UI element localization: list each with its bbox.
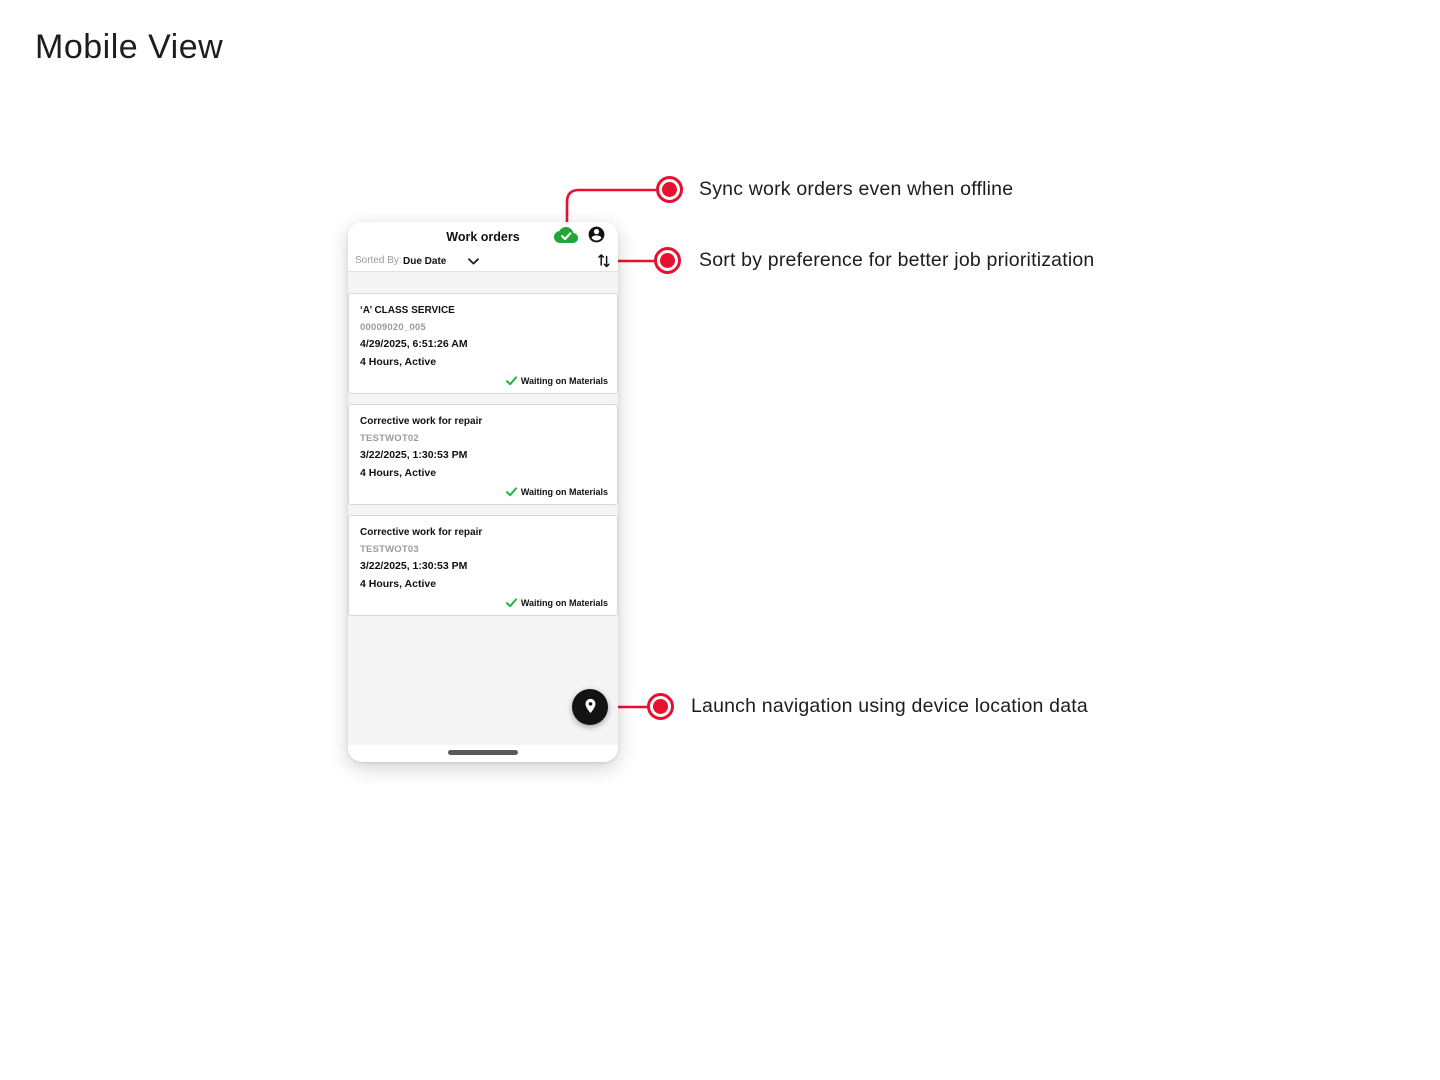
- work-order-duration: 4 Hours, Active: [360, 578, 437, 590]
- phone-bottom-bar: [348, 745, 618, 762]
- work-order-datetime: 4/29/2025, 6:51:26 AM: [360, 338, 468, 350]
- work-order-card[interactable]: [348, 293, 618, 394]
- work-order-title: Corrective work for repair: [360, 416, 483, 427]
- work-order-id: TESTWOT03: [360, 544, 419, 555]
- annotation-label-sync: Sync work orders even when offline: [699, 178, 1014, 200]
- location-pin-icon: [582, 697, 599, 718]
- status-badge: [506, 487, 608, 497]
- marker-dot: [662, 182, 677, 197]
- chevron-down-icon: [468, 258, 479, 265]
- work-order-title: ‘A’ CLASS SERVICE: [360, 305, 455, 316]
- sync-cloud-button[interactable]: [553, 227, 579, 247]
- work-order-duration: 4 Hours, Active: [360, 467, 437, 479]
- phone-header: [348, 222, 618, 272]
- sort-order-button[interactable]: [596, 253, 612, 271]
- annotation-label-sort: Sort by preference for better job prioritization: [699, 249, 1095, 271]
- work-order-id: TESTWOT02: [360, 433, 419, 444]
- annotation-label-location: Launch navigation using device location data: [691, 695, 1088, 717]
- work-order-duration: 4 Hours, Active: [360, 356, 437, 368]
- status-badge: [506, 598, 608, 608]
- mobile-phone-mockup: [348, 222, 618, 762]
- location-fab[interactable]: [572, 689, 608, 725]
- page-title: Mobile View: [35, 28, 224, 66]
- work-order-title: Corrective work for repair: [360, 527, 483, 538]
- check-icon: [506, 376, 517, 386]
- status-text: Waiting on Materials: [520, 598, 608, 608]
- swap-vertical-icon: [597, 252, 611, 272]
- work-order-list: [348, 272, 618, 745]
- work-order-id: 00009020_005: [360, 322, 426, 333]
- home-indicator-handle[interactable]: [448, 750, 518, 755]
- annotation-marker-location: [647, 693, 674, 720]
- work-order-card[interactable]: [348, 515, 618, 616]
- sort-row: [348, 252, 618, 272]
- profile-button[interactable]: [586, 226, 606, 246]
- cloud-check-icon: [554, 226, 578, 248]
- status-badge: [506, 376, 608, 386]
- sorted-by-label: Sorted By:: [355, 255, 402, 266]
- check-icon: [506, 487, 517, 497]
- work-order-card[interactable]: [348, 404, 618, 505]
- screen-title: Work orders: [446, 230, 520, 244]
- marker-dot: [660, 253, 675, 268]
- work-order-datetime: 3/22/2025, 1:30:53 PM: [360, 560, 468, 572]
- annotation-marker-sort: [654, 247, 681, 274]
- check-icon: [506, 598, 517, 608]
- marker-dot: [653, 699, 668, 714]
- status-text: Waiting on Materials: [520, 376, 608, 386]
- work-order-datetime: 3/22/2025, 1:30:53 PM: [360, 449, 468, 461]
- sort-value: Due Date: [403, 255, 447, 267]
- account-circle-icon: [587, 225, 606, 247]
- annotation-marker-sync: [656, 176, 683, 203]
- sort-dropdown[interactable]: [403, 252, 479, 270]
- status-text: Waiting on Materials: [520, 487, 608, 497]
